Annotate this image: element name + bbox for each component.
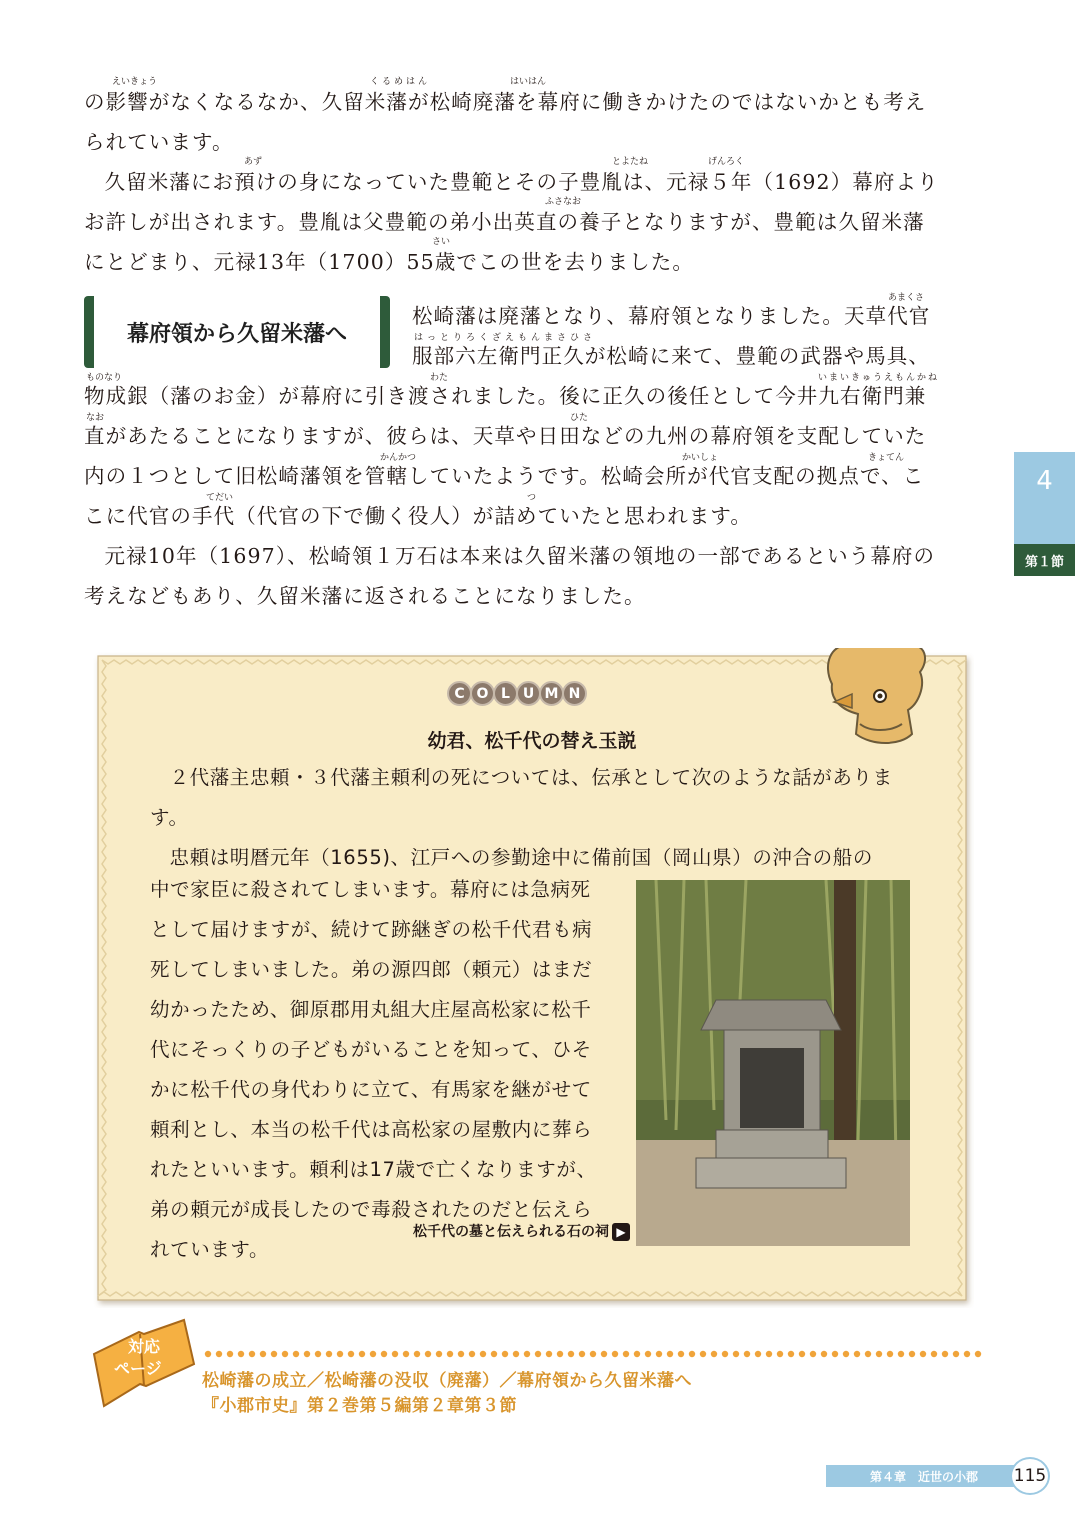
divider-dot	[722, 1351, 728, 1357]
badge-letter: C	[447, 681, 472, 706]
section-label: 第１節	[1014, 544, 1075, 576]
text-line: 元禄10年（1697）、松崎領１万石は本来は久留米藩の領地の一部であるという幕府の	[104, 544, 936, 568]
furigana: あまくさ	[888, 293, 925, 303]
paragraph-4-cont	[84, 576, 984, 616]
divider-dot	[953, 1351, 959, 1357]
divider-dot	[205, 1351, 211, 1357]
text-line: 松崎藩は廃藩となり、幕府領となりました。天草代官	[412, 304, 931, 328]
divider-dot	[843, 1351, 849, 1357]
paragraph-3	[412, 296, 984, 336]
photo-caption	[360, 1221, 630, 1241]
divider-dot	[931, 1351, 937, 1357]
divider-dot	[557, 1351, 563, 1357]
divider-dot	[645, 1351, 651, 1357]
furigana: なお	[86, 413, 105, 423]
divider-dot	[733, 1351, 739, 1357]
divider-dot	[480, 1351, 486, 1357]
chapter-tab	[1014, 452, 1075, 576]
main-text-wrap	[412, 296, 984, 376]
paragraph-2-cont	[84, 202, 984, 242]
divider-dot	[744, 1351, 750, 1357]
furigana: さい	[432, 237, 451, 247]
divider-dot	[381, 1351, 387, 1357]
text-line: の影響がなくなるなか、久留米藩が松崎廃藩を幕府に働きかけたのではないかとも考え	[84, 90, 927, 114]
text-line: こに代官の手代（代官の下で働く役人）が詰めていたと思われます。	[84, 504, 752, 528]
divider-dot	[590, 1351, 596, 1357]
text-line: お許しが出されます。豊胤は父豊範の弟小出英直の養子となりますが、豊範は久留米藩	[84, 210, 925, 234]
column-line: 死してしまいました。弟の源四郎（頼元）はまだ	[150, 958, 593, 981]
section-heading	[84, 296, 390, 368]
text-line: 服部六左衛門正久が松崎に来て、豊範の武器や馬具、	[412, 344, 930, 368]
divider-dot	[975, 1351, 981, 1357]
divider-dot	[623, 1351, 629, 1357]
divider-dot	[711, 1351, 717, 1357]
badge-letter: L	[493, 681, 518, 706]
furigana: あず	[244, 157, 263, 167]
divider-dot	[876, 1351, 882, 1357]
paragraph-3-line4	[84, 416, 984, 456]
divider-dot	[689, 1351, 695, 1357]
divider-dot	[832, 1351, 838, 1357]
divider-dot	[788, 1351, 794, 1357]
column-intro	[150, 758, 920, 878]
divider-dot	[447, 1351, 453, 1357]
divider-dot	[887, 1351, 893, 1357]
badge-letter: N	[562, 681, 587, 706]
furigana: ものなり	[86, 373, 123, 383]
paragraph-1-cont	[84, 122, 984, 162]
furigana: かいしょ	[682, 453, 719, 463]
divider-dot	[348, 1351, 354, 1357]
caption-text: 松千代の墓と伝えられる石の祠	[413, 1224, 609, 1240]
text-line: 物成銀（藩のお金）が幕府に引き渡されました。後に正久の後任として今井九右衛門兼	[84, 384, 927, 408]
column-line: 代にそっくりの子どもがいることを知って、ひそ	[150, 1038, 592, 1061]
divider-dot	[964, 1351, 970, 1357]
column-body	[150, 870, 628, 1270]
paragraph-2-end	[84, 242, 984, 282]
divider-dot	[513, 1351, 519, 1357]
reference-topics: 松崎藩の成立／松崎藩の没収（廃藩）／幕府領から久留米藩へ	[202, 1371, 692, 1391]
divider-dot	[227, 1351, 233, 1357]
divider-dot	[799, 1351, 805, 1357]
divider-dot	[425, 1351, 431, 1357]
divider-dot	[392, 1351, 398, 1357]
column-line: 中で家臣に殺されてしまいます。幕府には急病死	[150, 878, 591, 901]
furigana: えいきょう	[112, 77, 158, 87]
divider-dot	[546, 1351, 552, 1357]
column-line: かに松千代の身代わりに立て、有馬家を継がせて	[150, 1078, 592, 1101]
paragraph-1	[84, 82, 984, 122]
divider-dot	[249, 1351, 255, 1357]
column-line: れています。	[150, 1238, 270, 1261]
divider-dot	[293, 1351, 299, 1357]
divider-dot	[271, 1351, 277, 1357]
divider-dot	[634, 1351, 640, 1357]
paragraph-3-cont	[412, 336, 984, 376]
furigana: かんかつ	[380, 453, 417, 463]
badge-text-2: ページ	[114, 1359, 162, 1378]
divider-dot	[370, 1351, 376, 1357]
badge-text-1: 対応	[128, 1337, 161, 1356]
column-line: れたといいます。頼利は17歳で亡くなりますが、	[150, 1158, 597, 1181]
divider-dot	[315, 1351, 321, 1357]
divider-dot	[469, 1351, 475, 1357]
column-title: 幼君、松千代の替え玉説	[427, 730, 637, 752]
paragraph-3-line5	[84, 456, 984, 496]
divider-dot	[568, 1351, 574, 1357]
divider-dot	[766, 1351, 772, 1357]
divider-dot	[414, 1351, 420, 1357]
furigana: てだい	[206, 493, 234, 503]
divider-dot	[458, 1351, 464, 1357]
footer-chapter-label: 第４章 近世の小郡	[826, 1465, 1022, 1487]
furigana: いまいきゅうえもんかね	[818, 373, 940, 383]
paragraph-3-line6	[84, 496, 984, 536]
arrow-right-icon: ▶	[612, 1223, 630, 1241]
paragraph-4	[84, 536, 984, 576]
column-line: 弟の頼元が成長したので毒殺されたのだと伝えら	[150, 1198, 593, 1221]
divider-dot	[942, 1351, 948, 1357]
furigana: くるめはん	[370, 77, 431, 87]
page-number: 115	[1010, 1457, 1050, 1495]
divider-dot	[810, 1351, 816, 1357]
book-icon	[84, 1314, 204, 1414]
divider-dot	[909, 1351, 915, 1357]
divider-dot	[535, 1351, 541, 1357]
dotted-divider	[204, 1350, 984, 1358]
text-line: 考えなどもあり、久留米藩に返されることになりました。	[84, 584, 646, 608]
column-line: として届けますが、続けて跡継ぎの松千代君も病	[150, 918, 593, 941]
divider-dot	[216, 1351, 222, 1357]
divider-dot	[491, 1351, 497, 1357]
reference-source: 『小郡市史』第２巻第５編第２章第３節	[202, 1396, 517, 1416]
divider-dot	[777, 1351, 783, 1357]
chapter-number: 4	[1036, 466, 1053, 496]
divider-dot	[337, 1351, 343, 1357]
main-text-lower	[84, 376, 984, 616]
divider-dot	[304, 1351, 310, 1357]
divider-dot	[678, 1351, 684, 1357]
furigana: はっとりろくざえもんまさひさ	[414, 333, 597, 343]
main-text	[84, 82, 984, 282]
divider-dot	[601, 1351, 607, 1357]
column-box	[90, 648, 974, 1308]
text-line: 直があたることになりますが、彼らは、天草や日田などの九州の幕府領を支配していた	[84, 424, 927, 448]
paragraph-3-line3	[84, 376, 984, 416]
divider-dot	[854, 1351, 860, 1357]
section-heading-text: 幕府領から久留米藩へ	[126, 321, 347, 347]
divider-dot	[524, 1351, 530, 1357]
divider-dot	[579, 1351, 585, 1357]
divider-dot	[359, 1351, 365, 1357]
furigana: ふさなお	[545, 197, 582, 207]
divider-dot	[612, 1351, 618, 1357]
text-line: られています。	[84, 130, 234, 154]
column-line: す。	[150, 806, 189, 829]
badge-letter: U	[516, 681, 541, 706]
badge-letter: O	[470, 681, 495, 706]
furigana: きょてん	[868, 453, 905, 463]
furigana: わた	[430, 373, 449, 383]
divider-dot	[898, 1351, 904, 1357]
divider-dot	[755, 1351, 761, 1357]
divider-dot	[821, 1351, 827, 1357]
column-line: 忠頼は明暦元年（1655)、江戸への参勤途中に備前国（岡山県）の沖合の船の	[169, 846, 873, 869]
shrine-photo	[636, 880, 910, 1246]
badge-letter: M	[539, 681, 564, 706]
divider-dot	[700, 1351, 706, 1357]
paragraph-2	[84, 162, 984, 202]
furigana: ひた	[570, 413, 589, 423]
divider-dot	[436, 1351, 442, 1357]
divider-dot	[403, 1351, 409, 1357]
divider-dot	[920, 1351, 926, 1357]
furigana: とよたね	[612, 157, 649, 167]
divider-dot	[326, 1351, 332, 1357]
furigana: げんろく	[708, 157, 745, 167]
text-line: にとどまり、元禄13年（1700）55歳でこの世を去りました。	[84, 250, 694, 274]
column-line: ２代藩主忠頼・３代藩主頼利の死については、伝承として次のような話がありま	[169, 766, 893, 789]
divider-dot	[260, 1351, 266, 1357]
divider-dot	[865, 1351, 871, 1357]
divider-dot	[667, 1351, 673, 1357]
furigana: つ	[527, 493, 537, 503]
divider-dot	[282, 1351, 288, 1357]
divider-dot	[656, 1351, 662, 1357]
reference-block	[84, 1328, 984, 1428]
text-line: 内の１つとして旧松崎藩領を管轄していたようです。松崎会所が代官支配の拠点で、こ	[84, 464, 925, 488]
text-line: 久留米藩にお預けの身になっていた豊範とその子豊胤は、元禄５年（1692）幕府より	[104, 170, 939, 194]
divider-dot	[238, 1351, 244, 1357]
column-badge	[447, 681, 585, 706]
divider-dot	[502, 1351, 508, 1357]
furigana: はいはん	[510, 77, 547, 87]
column-line: 幼かったため、御原郡用丸組大庄屋高松家に松千	[150, 998, 592, 1021]
column-line: 頼利とし、本当の松千代は高松家の屋敷内に葬ら	[150, 1118, 593, 1141]
